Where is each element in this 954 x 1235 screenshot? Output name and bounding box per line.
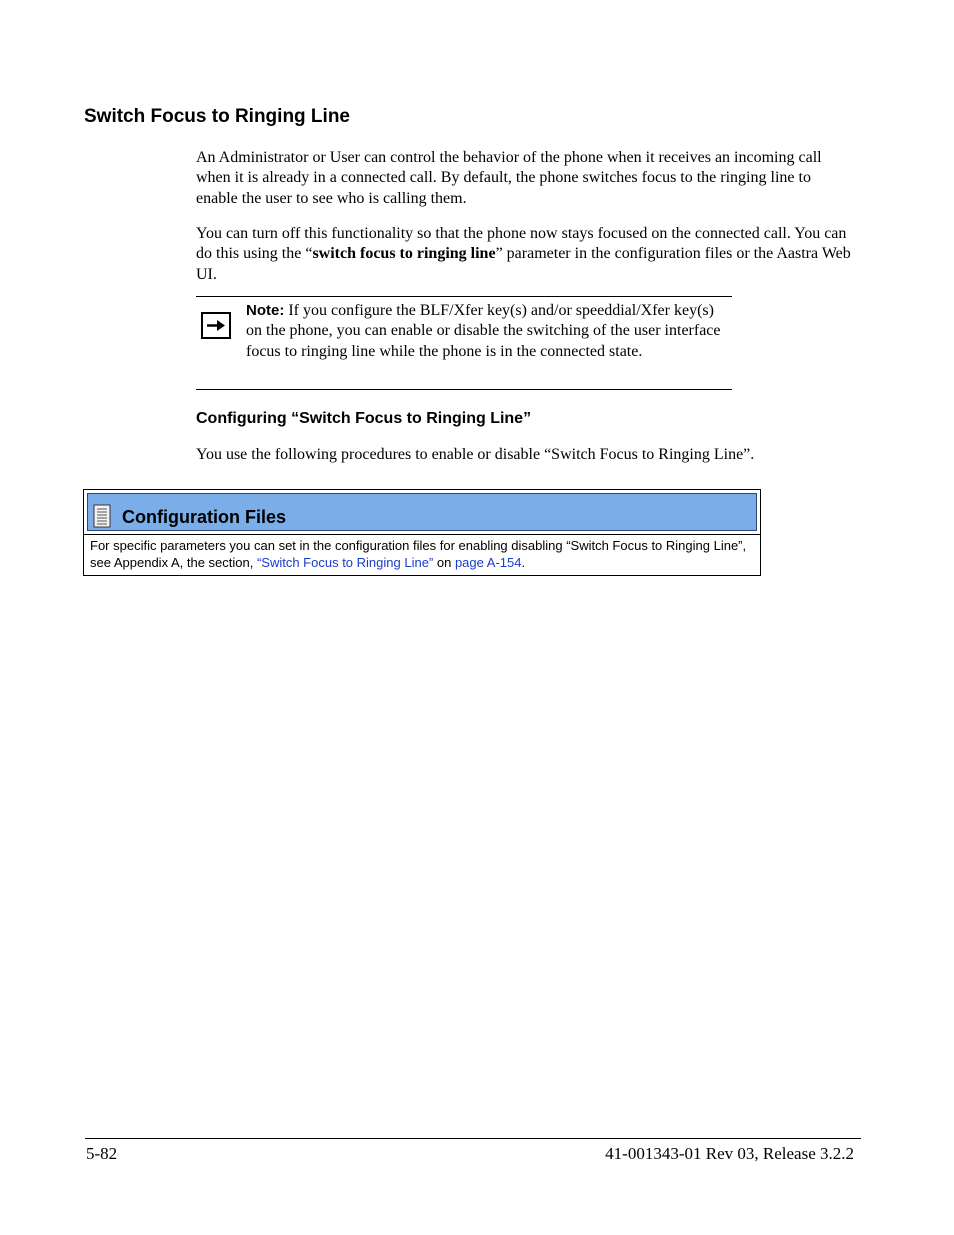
functionality-paragraph <box>196 224 856 285</box>
configuration-files-header <box>87 493 757 531</box>
procedure-paragraph: You use the following procedures to enable or disable “Switch Focus to Ringing Line”. <box>196 446 755 463</box>
page-link[interactable]: page A-154 <box>454 555 522 570</box>
parameter-name: switch focus to ringing line <box>312 245 496 263</box>
note-box <box>196 296 732 390</box>
page-number: 5-82 <box>86 1144 118 1163</box>
paragraph-text-before: You can turn off this functionality so that the phone now stays focused on the connected call. You can do this using the “ <box>196 225 847 263</box>
section-link[interactable]: “Switch Focus to Ringing Line” <box>256 555 434 570</box>
section-title: Switch Focus to Ringing Line <box>84 106 350 127</box>
configuration-files-box <box>83 489 761 575</box>
note-label: Note: <box>246 302 285 319</box>
footer-rule <box>85 1138 861 1139</box>
arrow-right-icon <box>201 312 231 339</box>
document-id: 41-001343-01 Rev 03, Release 3.2.2 <box>605 1144 854 1163</box>
config-text-before: For specific parameters you can set in the configuration files for enabling disabling “Switch Focus to Ringing Line”, see Appendix A, the section, <box>90 538 747 570</box>
paragraph-text-after: ” parameter in the configuration files or the Aastra Web UI. <box>196 245 851 283</box>
config-text-middle: on <box>433 555 455 570</box>
note-text <box>246 301 732 362</box>
configuration-files-body <box>83 535 761 576</box>
notepad-icon <box>93 504 111 528</box>
config-text-after: . <box>521 555 526 570</box>
intro-paragraph: An Administrator or User can control the behavior of the phone when it receives an incoming call when it is already in a connected call. By default, the phone switches focus to the ringing line to enable the user to see who is calling them. <box>196 149 822 207</box>
subsection-title: Configuring “Switch Focus to Ringing Line” <box>196 410 532 427</box>
configuration-files-header-frame <box>83 489 761 535</box>
configuration-files-title: Configuration Files <box>122 507 286 527</box>
note-body: If you configure the BLF/Xfer key(s) and/or speeddial/Xfer key(s) on the phone, you can enable or disable the switching of the user interface focus to ringing line while the phone is in the connected state. <box>246 302 721 360</box>
